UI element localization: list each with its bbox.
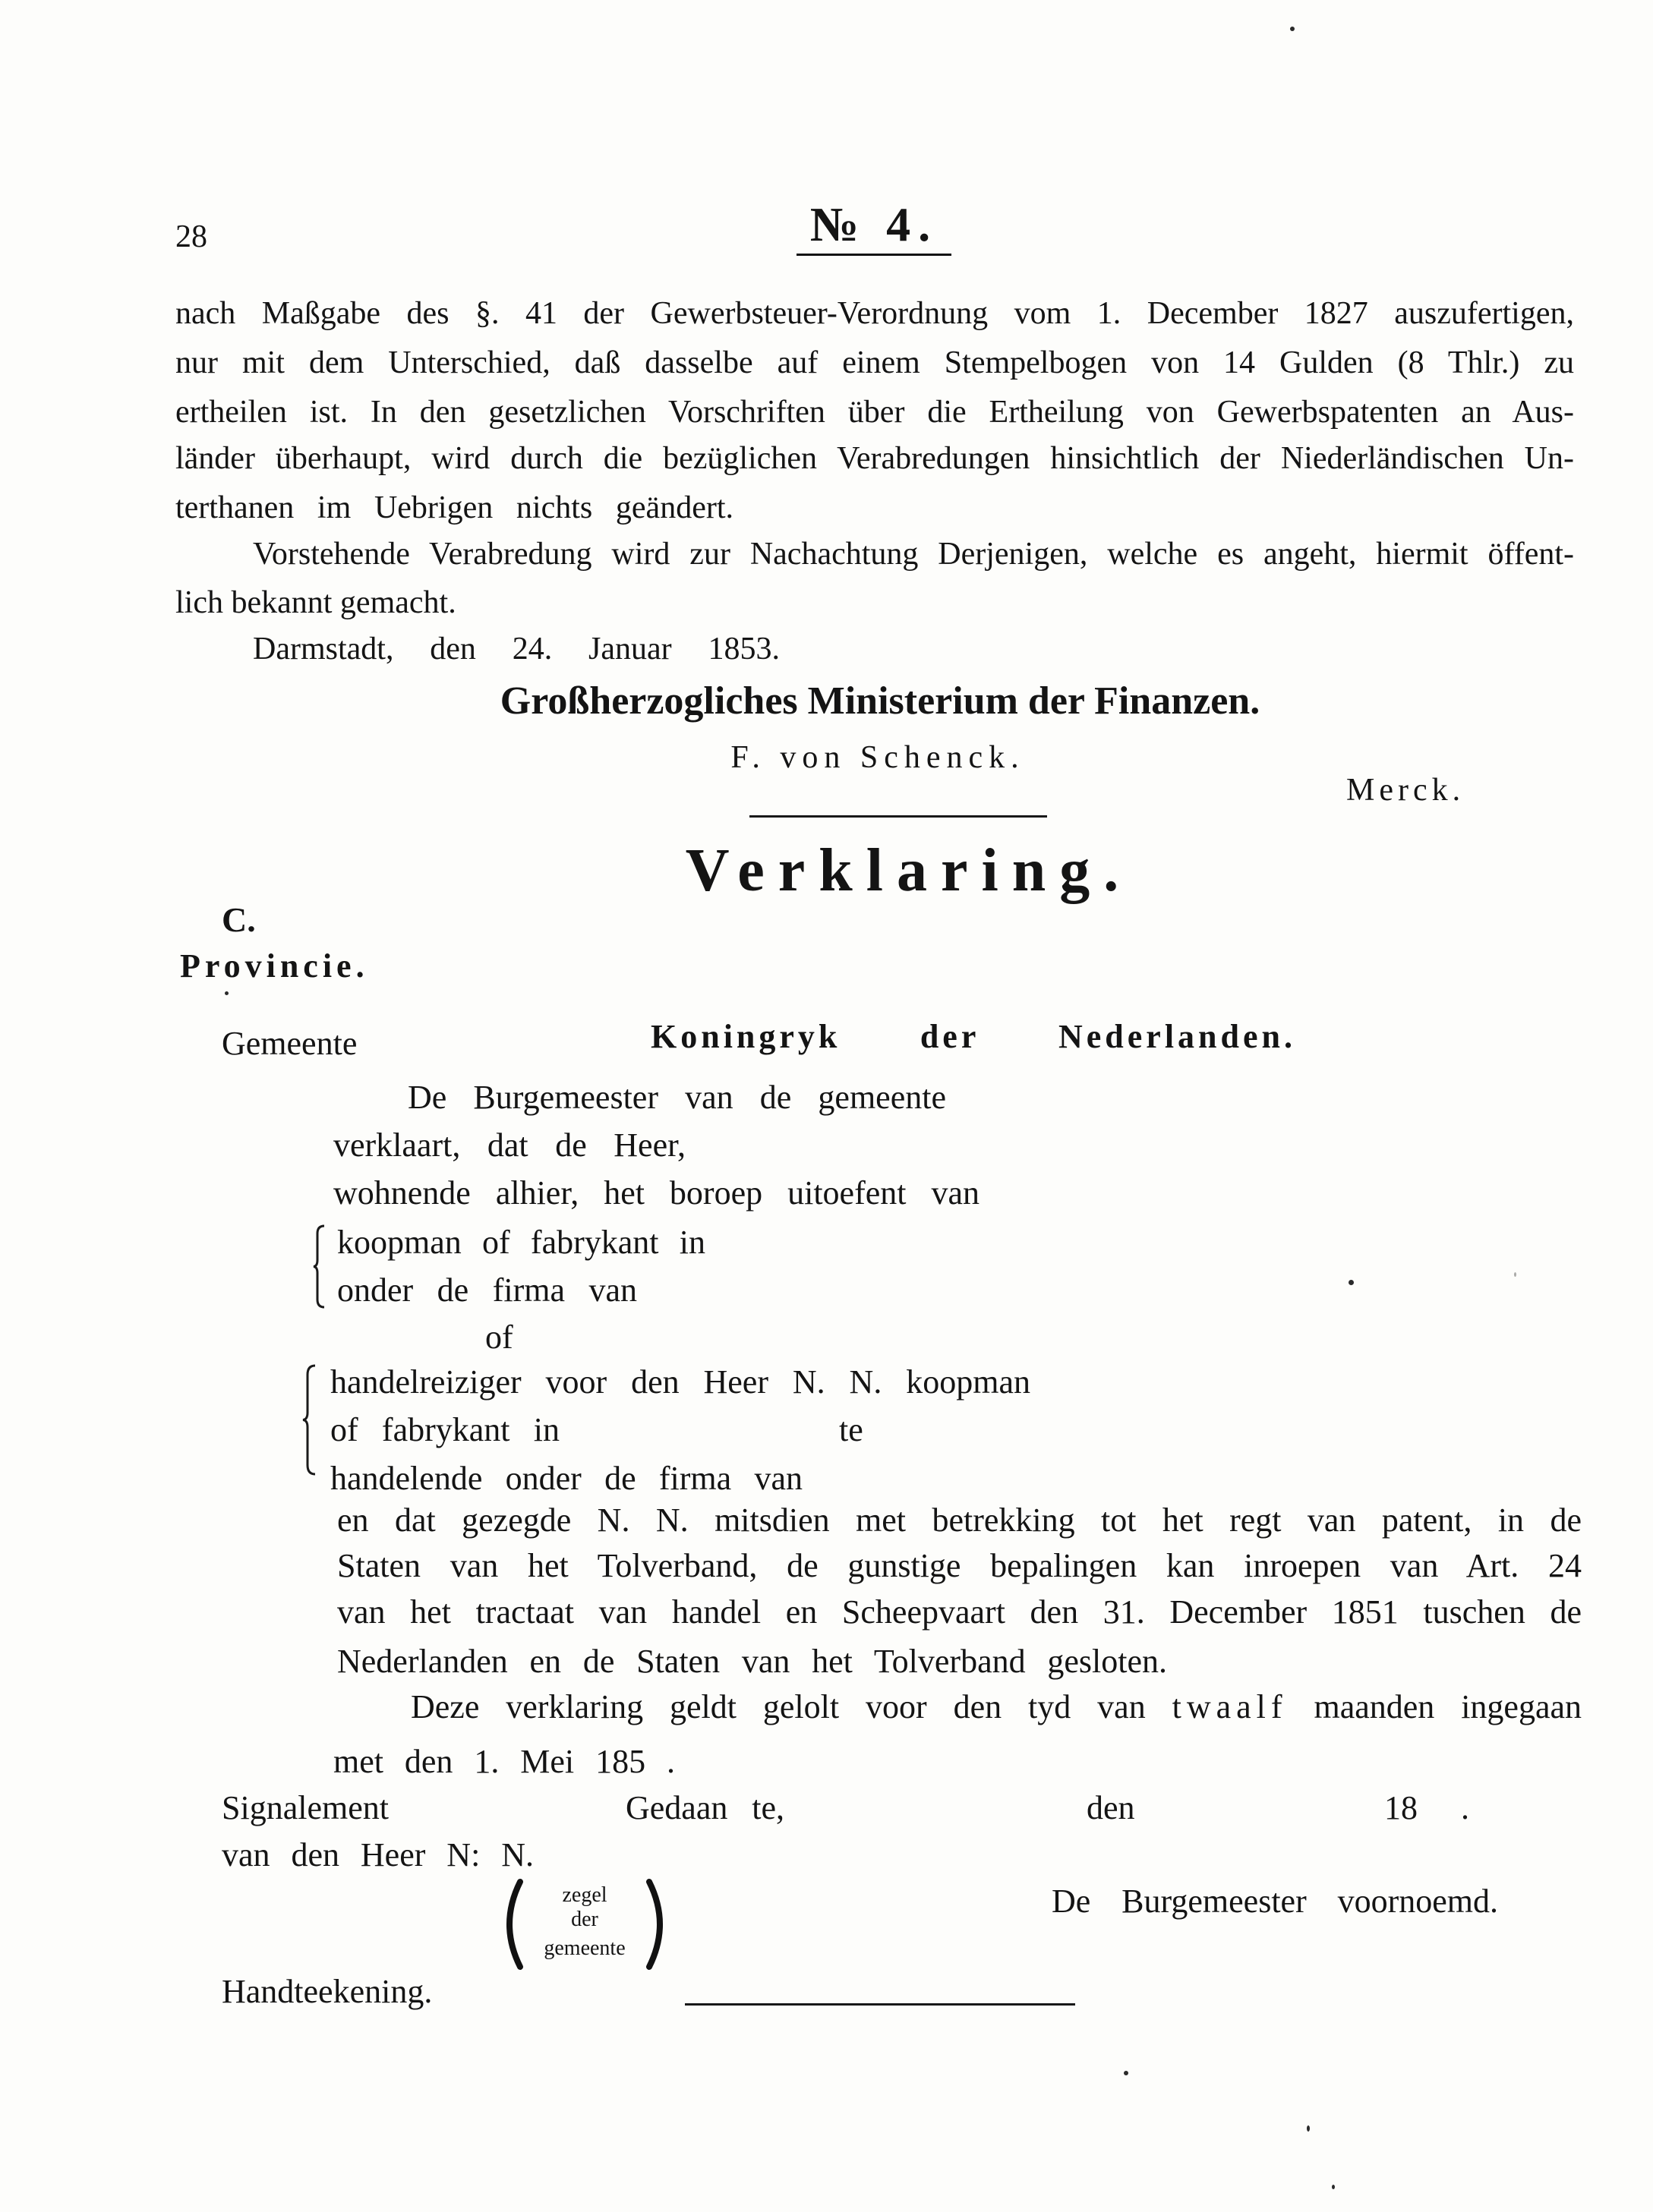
scan-speck [1290,27,1295,31]
scan-speck [1307,2125,1310,2132]
separator-rule [749,815,1047,818]
form-letter: C. [222,900,256,939]
validity-before: Deze verklaring geldt gelolt voor den tyd van [411,1688,1146,1725]
declaration-line: verklaart, dat de Heer, [333,1126,686,1164]
year-field: 18 . [1384,1789,1469,1826]
declaration-line: Nederlanden en de Staten van het Tolverband gesloten. [337,1643,1167,1680]
municipality-label: Gemeente [222,1025,358,1062]
validity-emphasis: twaalf [1172,1688,1288,1725]
province-label: Provincie. [180,947,369,985]
validity-start: met den 1. Mei 185 . [333,1743,675,1780]
description-of: van den Heer N: N. [222,1836,534,1873]
done-at-label: Gedaan te, [626,1789,784,1826]
validity-after: maanden ingegaan [1314,1688,1582,1725]
scan-speck [1124,2071,1128,2075]
declaration-line: handelreiziger voor den Heer N. N. koopman [330,1363,1030,1401]
scan-speck [1349,1280,1354,1285]
countersignatory: Merck. [1346,773,1465,808]
declaration-line: Staten van het Tolverband, de gunstige bepalingen kan inroepen van Art. 24 [337,1547,1582,1584]
german-line: nach Maßgabe des §. 41 der Gewerbsteuer-Verordnung vom 1. December 1827 auszufertigen, [175,296,1574,331]
mayor-signature-label: De Burgemeester voornoemd. [1052,1883,1498,1920]
signature-label: Handteekening. [222,1973,433,2010]
signatory: F. von Schenck. [730,740,1025,775]
ministry-name: Großherzogliches Ministerium der Finanzen. [500,679,1260,723]
declaration-line: handelende onder de firma van [330,1460,803,1497]
brace-left-1 [313,1224,326,1309]
section-number: № 4. [797,196,951,256]
german-line: ertheilen ist. In den gesetzlichen Vorschriften über die Ertheilung von Gewerbspatenten an Aus- [175,395,1574,430]
declaration-line: koopman of fabrykant in [337,1224,705,1261]
municipal-seal [497,1879,672,1970]
validity-line [411,1687,1582,1727]
scan-speck [1514,1272,1516,1277]
scan-speck [225,991,229,995]
declaration-line: of fabrykant in [330,1411,560,1448]
seal-text: zegel [562,1883,607,1907]
german-line: lich bekannt gemacht. [175,585,456,620]
declaration-line: wohnende alhier, het boroep uitoefent van [333,1174,979,1212]
declaration-line: De Burgemeester van de gemeente [408,1079,946,1116]
declaration-te: te [839,1411,863,1448]
german-line: Vorstehende Verabredung wird zur Nachachtung Derjenigen, welche es angeht, hiermit öffent- [253,537,1574,572]
description-label: Signalement [222,1789,389,1826]
declaration-line: van het tractaat van handel en Scheepvaart den 31. December 1851 tuschen de [337,1593,1582,1631]
brace-left-2 [302,1364,317,1476]
declaration-line: onder de firma van [337,1271,637,1309]
form-title: Verklaring. [685,837,1133,904]
german-line: länder überhaupt, wird durch die bezüglichen Verabredungen hinsichtlich der Niederländischen Un- [175,441,1574,476]
date-den-label: den [1087,1789,1135,1826]
scan-speck [1332,2185,1335,2189]
seal-text: gemeente [544,1936,626,1960]
declaration-or: of [485,1319,513,1356]
page-number: 28 [175,219,207,254]
declaration-line: en dat gezegde N. N. mitsdien met betrekking tot het regt van patent, in de [337,1501,1582,1539]
seal-text: der [571,1908,598,1931]
german-line: nur mit dem Unterschied, daß dasselbe auf einem Stempelbogen von 14 Gulden (8 Thlr.) zu [175,345,1574,380]
kingdom-heading: Koningryk der Nederlanden. [651,1018,1296,1055]
place-date: Darmstadt, den 24. Januar 1853. [253,632,780,666]
signature-line [685,2003,1075,2006]
german-line: terthanen im Uebrigen nichts geändert. [175,490,733,525]
seal-bracket-right [645,1879,672,1970]
